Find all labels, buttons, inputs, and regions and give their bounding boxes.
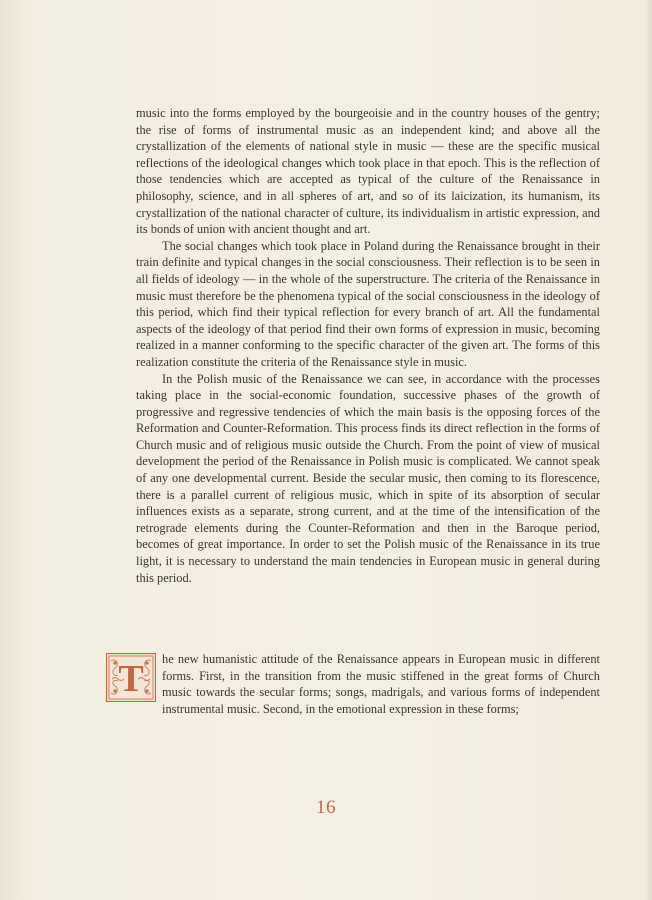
- body-text: [136, 105, 600, 586]
- ornamental-initial-icon: [106, 653, 156, 702]
- paragraph-4: he new humanistic attitude of the Renaissance appears in European music in different forms. First, in the transition from the music stiffened in the great forms of Church music towards the secular forms; songs, madrigals, and various forms of independent instrumental music. Second, in the emotional expression in these forms;: [162, 652, 600, 716]
- initial-letter: T: [118, 658, 144, 700]
- paragraph-2: The social changes which took place in Poland during the Renaissance brought in their train definite and typical changes in the social consciousness. Their reflection is to be seen in all fields of ideology — in the whole of the superstructure. The criteria of the Renaissance in music must therefore be the phenomena typical of the social consciousness in the ideology of this period, which find their typical reflection for every branch of art. All the fundamental aspects of the ideology of that period find their own forms of expression in music, becoming realized in a manner conforming to the specific character of the given art. The forms of this realization constitute the criteria of the Renaissance style in music.: [136, 238, 600, 369]
- page-number: 16: [316, 797, 336, 818]
- paragraph-3: In the Polish music of the Renaissance we can see, in accordance with the processes taking place in the social-economic foundation, successive phases of the growth of progressive and regressive tendencies of which the main basis is the opposing forces of the Reformation and Counter-Reformation. This process finds its direct reflection in the forms of Church music and of religious music outside the Church. From the point of view of musical development the period of the Renaissance in Polish music is complicated. We cannot speak of any one developmental current. Beside the secular music, then coming to its florescence, there is a parallel current of religious music, which in spite of its absorption of secular influences exists as a separate, strong current, and at the time of the intensification of the retrograde elements during the Counter-Reformation and then in the Baroque period, becomes of great importance. In order to set the Polish music of the Renaissance in its true light, it is necessary to understand the main tendencies in European music in general during this period.: [136, 371, 600, 585]
- paragraph-1: music into the forms employed by the bourgeoisie and in the country houses of the gentry; the rise of forms of instrumental music as an independent kind; and above all the crystallization of the elements of national style in music — these are the specific musical reflections of the ideological changes which took place in that epoch. This is the reflection of those tendencies which are accepted as typical of the culture of the Renaissance in philosophy, science, and in all spheres of art, and so of its laicization, its humanism, its crystallization of the national character of culture, its individualism in artistic expression, and its bonds of union with ancient thought and art.: [136, 106, 600, 237]
- decorated-paragraph: [118, 651, 600, 717]
